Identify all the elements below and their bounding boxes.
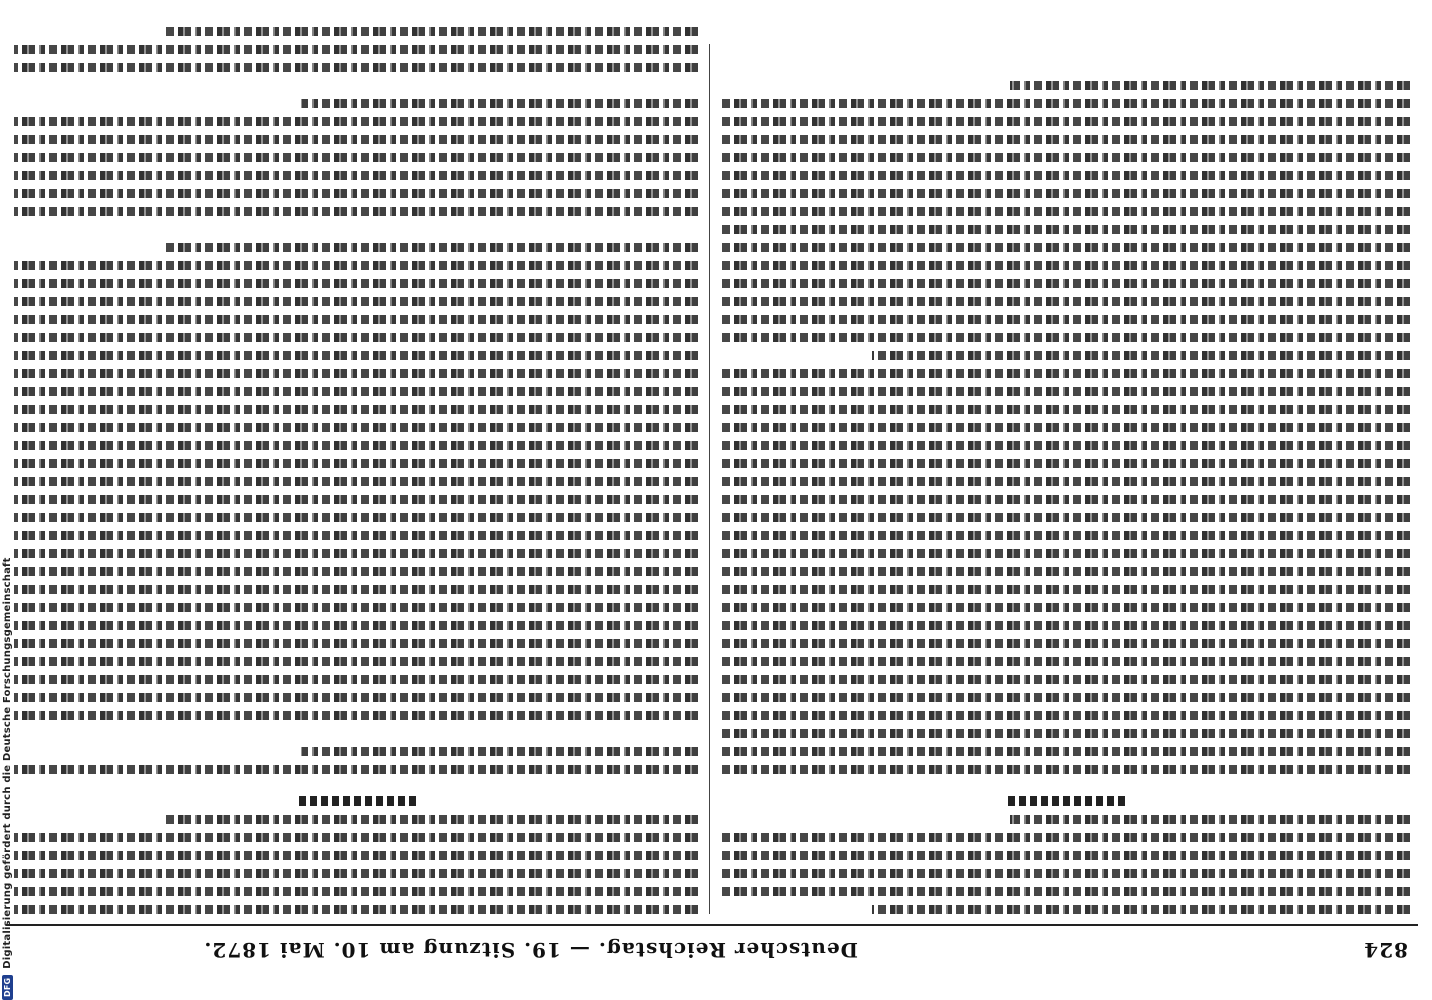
text-line — [14, 585, 698, 594]
text-line — [14, 833, 698, 842]
text-column-right — [14, 44, 698, 914]
text-line — [14, 63, 698, 72]
text-line — [14, 45, 698, 54]
text-line — [14, 315, 698, 324]
text-line — [720, 675, 1410, 684]
text-line — [720, 711, 1410, 720]
text-line — [720, 135, 1410, 144]
page-number: 824 — [1363, 938, 1408, 962]
rotated-page-content — [6, 30, 1418, 970]
text-line — [14, 171, 698, 180]
text-line — [720, 693, 1410, 702]
text-line — [164, 27, 698, 36]
text-line — [720, 495, 1410, 504]
text-line — [720, 369, 1410, 378]
speech-marker — [296, 796, 416, 806]
text-line — [14, 851, 698, 860]
column-divider — [709, 44, 710, 914]
text-line — [720, 477, 1410, 486]
text-line — [14, 387, 698, 396]
paragraph-gap — [14, 216, 698, 234]
text-line — [14, 117, 698, 126]
text-line — [14, 459, 698, 468]
dfg-logo: DFG — [2, 975, 13, 1000]
text-line — [14, 549, 698, 558]
text-line — [720, 765, 1410, 774]
text-line — [720, 657, 1410, 666]
text-line — [720, 405, 1410, 414]
text-line — [720, 279, 1410, 288]
text-line — [720, 531, 1410, 540]
text-line — [14, 711, 698, 720]
text-line — [720, 99, 1410, 108]
text-line — [1010, 81, 1410, 90]
text-line — [14, 905, 698, 914]
text-line — [720, 387, 1410, 396]
text-line — [14, 567, 698, 576]
text-line — [720, 621, 1410, 630]
text-line — [14, 279, 698, 288]
text-line — [720, 153, 1410, 162]
text-line — [720, 567, 1410, 576]
text-line — [14, 135, 698, 144]
text-line — [14, 531, 698, 540]
text-line — [720, 171, 1410, 180]
speech-marker — [1005, 796, 1125, 806]
text-line — [14, 405, 698, 414]
text-line — [14, 639, 698, 648]
text-line — [14, 603, 698, 612]
text-line — [14, 261, 698, 270]
text-line — [14, 869, 698, 878]
text-line — [720, 851, 1410, 860]
text-line — [720, 747, 1410, 756]
digitization-credit — [2, 557, 13, 1000]
text-line — [720, 297, 1410, 306]
credit-text: Digitalisierung gefördert durch die Deutsche Forschungsgemeinschaft — [2, 557, 13, 969]
text-column-left — [720, 44, 1410, 914]
text-line — [14, 297, 698, 306]
text-line — [720, 423, 1410, 432]
text-line — [14, 441, 698, 450]
text-line — [14, 423, 698, 432]
text-line — [301, 99, 698, 108]
text-line — [14, 477, 698, 486]
text-line — [14, 153, 698, 162]
text-line — [164, 815, 698, 824]
text-line — [720, 513, 1410, 522]
text-line — [14, 765, 698, 774]
text-line — [14, 369, 698, 378]
text-line — [1010, 815, 1410, 824]
text-line — [14, 351, 698, 360]
text-line — [14, 621, 698, 630]
text-line — [720, 603, 1410, 612]
text-line — [164, 243, 698, 252]
paragraph-gap — [14, 72, 698, 90]
text-line — [720, 869, 1410, 878]
text-line — [720, 333, 1410, 342]
text-line — [872, 905, 1410, 914]
text-line — [720, 729, 1410, 738]
text-line — [14, 207, 698, 216]
text-line — [720, 887, 1410, 896]
text-line — [14, 189, 698, 198]
text-line — [720, 207, 1410, 216]
text-line — [14, 693, 698, 702]
text-line — [720, 189, 1410, 198]
header-rule — [6, 924, 1418, 926]
text-line — [14, 657, 698, 666]
text-line — [720, 639, 1410, 648]
text-line — [720, 833, 1410, 842]
running-header — [6, 926, 1418, 970]
text-line — [301, 747, 698, 756]
paragraph-gap — [14, 720, 698, 738]
running-title: Deutscher Reichstag. — 19. Sitzung am 10. Mai 1872. — [203, 938, 858, 962]
text-line — [720, 315, 1410, 324]
text-line — [14, 513, 698, 522]
text-line — [720, 117, 1410, 126]
text-line — [720, 549, 1410, 558]
text-line — [14, 675, 698, 684]
text-line — [720, 585, 1410, 594]
text-line — [14, 333, 698, 342]
text-line — [14, 887, 698, 896]
text-line — [720, 225, 1410, 234]
text-line — [872, 351, 1410, 360]
text-line — [720, 441, 1410, 450]
text-line — [720, 261, 1410, 270]
text-line — [720, 459, 1410, 468]
text-line — [14, 495, 698, 504]
text-line — [720, 243, 1410, 252]
